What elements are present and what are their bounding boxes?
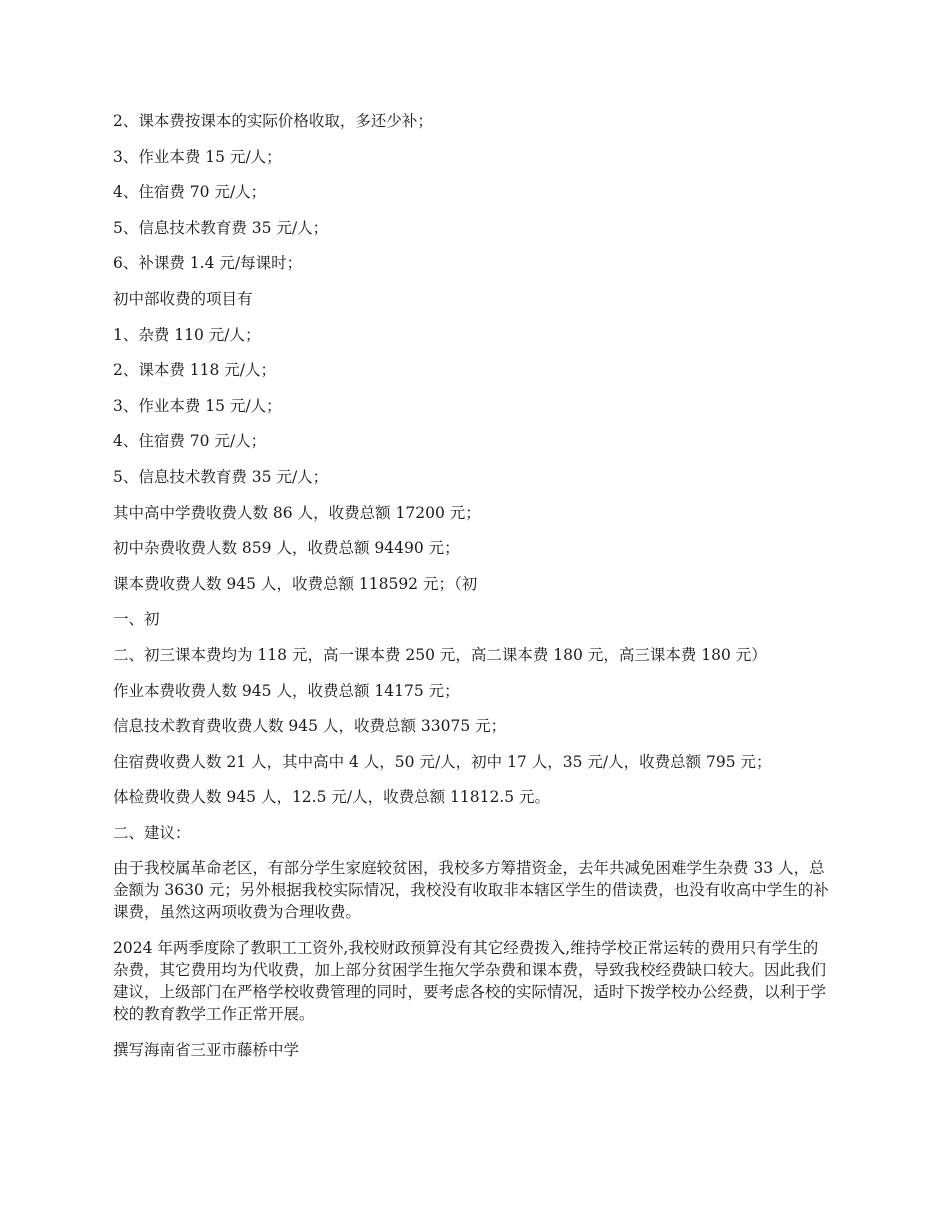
paragraph-boarding-fee: 4、住宿费 70 元/人； xyxy=(113,183,267,202)
paragraph-it-education-fee: 5、信息技术教育费 35 元/人； xyxy=(113,218,329,237)
paragraph-junior-section-heading: 初中部收费的项目有 xyxy=(113,289,253,308)
paragraph-junior-textbook-fee: 2、课本费 118 元/人； xyxy=(113,361,277,380)
paragraph-textbook-total: 课本费收费人数 945 人，收费总额 118592 元；（初 xyxy=(113,574,478,593)
document-page xyxy=(113,110,833,1074)
paragraph-junior-it-education-fee: 5、信息技术教育费 35 元/人； xyxy=(113,467,329,486)
section-heading-suggestions: 二、建议： xyxy=(113,823,191,842)
paragraph-budget-suggestion: 2024 年两季度除了教职工工资外,我校财政预算没有其它经费拨入,维持学校正常运转的费用只有学生的杂费，其它费用均为代收费，加上部分贫困学生拖欠学杂费和课本费，导致我校经费缺口较大。因此我们建议，上级部门在严格学校收费管理的同时，要考虑各校的实际情况，适时下拨学校办公经费，以利于学校的教育教学工作正常开展。 xyxy=(113,939,827,1024)
paragraph-medical-exam-total: 体检费收费人数 945 人，12.5 元/人，收费总额 11812.5 元。 xyxy=(113,788,551,807)
paragraph-boarding-total: 住宿费收费人数 21 人，其中高中 4 人，50 元/人，初中 17 人，35 元/人，收费总额 795 元； xyxy=(113,752,772,771)
paragraph-it-education-total: 信息技术教育费收费人数 945 人，收费总额 33075 元； xyxy=(113,717,507,736)
paragraph-junior-misc-total: 初中杂费收费人数 859 人，收费总额 94490 元； xyxy=(113,539,460,558)
paragraph-junior-exercise-book-fee: 3、作业本费 15 元/人； xyxy=(113,396,282,415)
paragraph-senior-tuition-total: 其中高中学费收费人数 86 人，收费总额 17200 元； xyxy=(113,503,481,522)
paragraph-junior-boarding-fee: 4、住宿费 70 元/人； xyxy=(113,432,267,451)
paragraph-exercise-book-total: 作业本费收费人数 945 人，收费总额 14175 元； xyxy=(113,681,460,700)
paragraph-tutoring-fee: 6、补课费 1.4 元/每课时； xyxy=(113,254,303,273)
paragraph-fragment-one: 一、初 xyxy=(113,610,160,629)
paragraph-grade-textbook-fees: 二、初三课本费均为 118 元，高一课本费 250 元，高二课本费 180 元，高三课本费 180 元） xyxy=(113,645,767,664)
paragraph-exercise-book-fee: 3、作业本费 15 元/人； xyxy=(113,147,282,166)
paragraph-fee-waiver: 由于我校属革命老区，有部分学生家庭较贫困，我校多方筹措资金，去年共减免困难学生杂费 33 人，总金额为 3630 元；另外根据我校实际情况，我校没有收取非本辖区学生的借读费，也没有收高中学生的补课费，虽然这两项收费为合理收费。 xyxy=(113,859,829,922)
paragraph-textbook-fee-rule: 2、课本费按课本的实际价格收取，多还少补； xyxy=(113,112,433,130)
paragraph-junior-misc-fee: 1、杂费 110 元/人； xyxy=(113,325,261,344)
paragraph-author-school: 撰写海南省三亚市藤桥中学 xyxy=(113,1040,300,1059)
